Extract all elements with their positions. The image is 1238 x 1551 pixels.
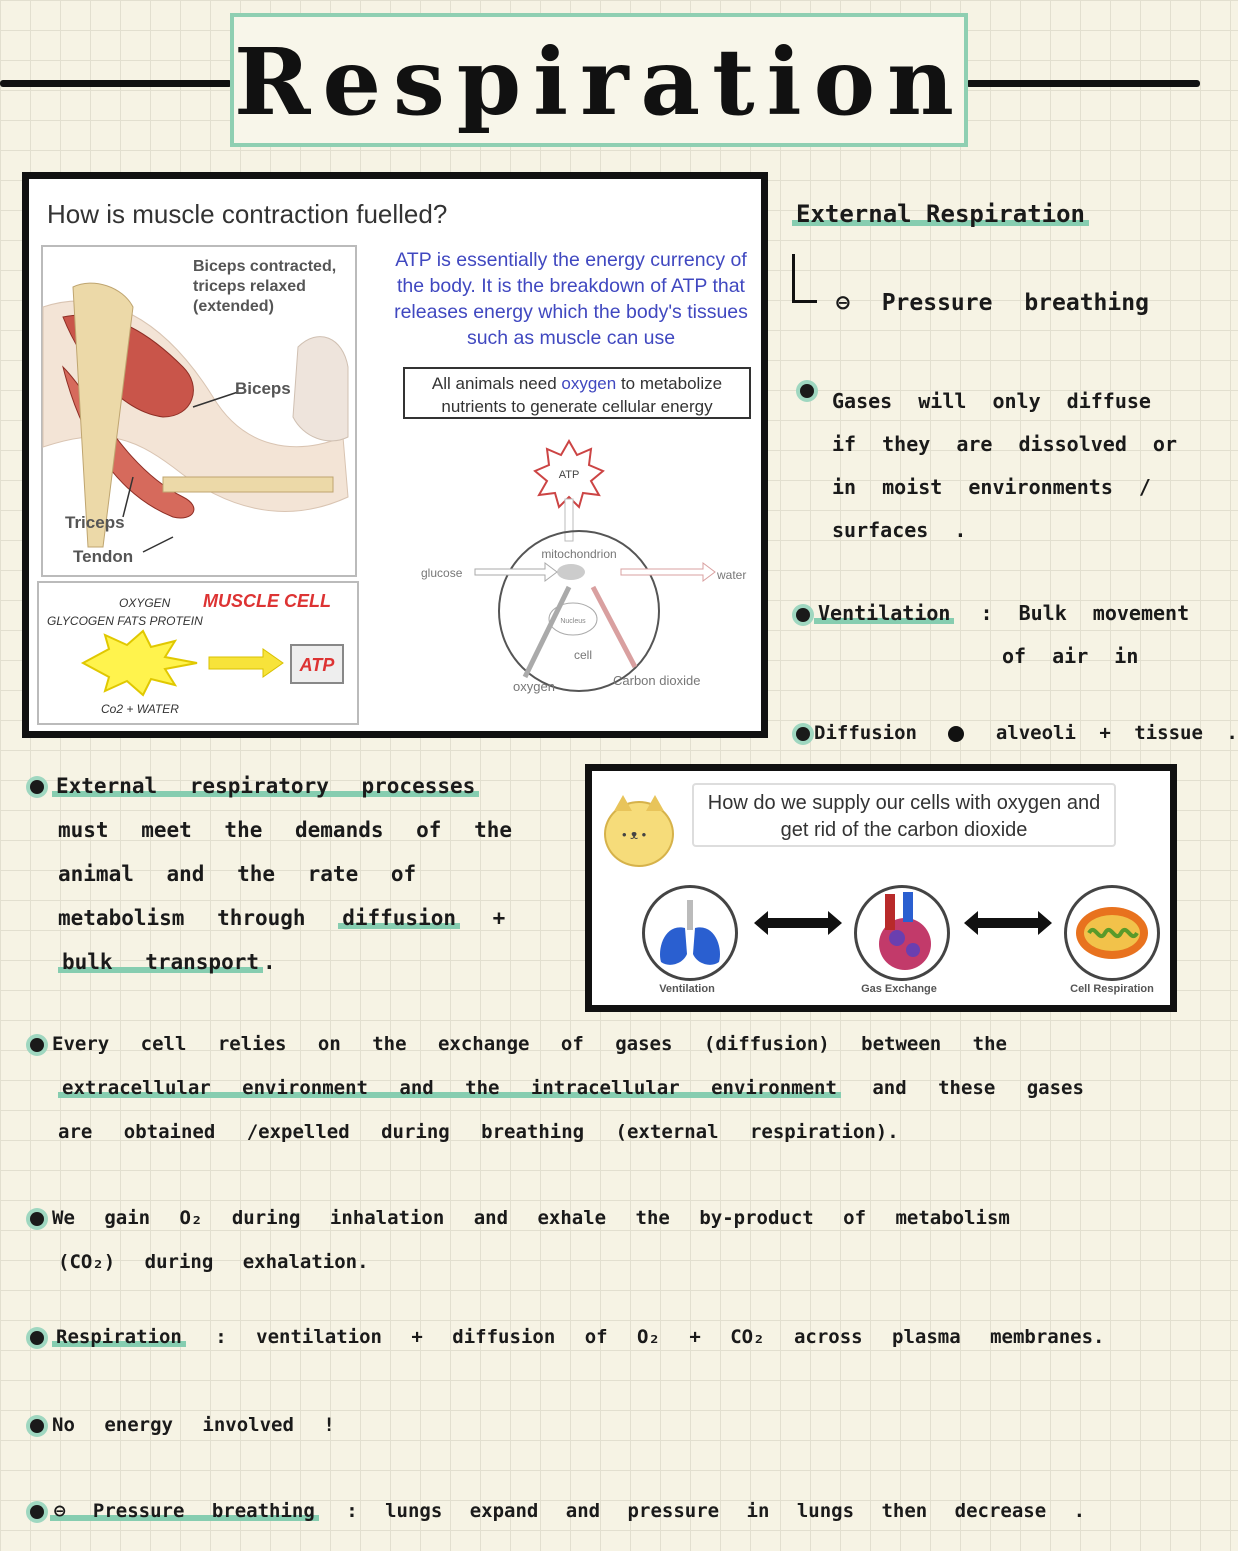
atp-description: ATP is essentially the energy currency of the body. It is the breakdown of ATP that releases energy which the body's tissues such as muscle can use (394, 249, 748, 349)
gas-exchange-icon (854, 885, 950, 981)
oxygen-label: oxygen (513, 679, 555, 694)
oxygen-highlight: oxygen (561, 374, 617, 393)
ventilation-note (796, 592, 1189, 678)
processes-plus: + (460, 906, 506, 930)
mitochondrion (557, 564, 585, 580)
gases-bullet (800, 380, 828, 399)
cat-icon (604, 801, 674, 867)
arm-caption-line: triceps relaxed (193, 278, 306, 295)
gas-supply-figure (585, 764, 1177, 1012)
arm-caption-line: (extended) (193, 298, 274, 315)
bulk-transport-highlight: bulk transport (58, 950, 263, 974)
arm-caption (193, 257, 336, 317)
cat-ear-icon (614, 795, 632, 811)
diffusion-highlight: diffusion (338, 906, 460, 930)
tendon-label: Tendon (73, 547, 134, 566)
every-line2-rest: and these gases (840, 1077, 1084, 1099)
bullet-dot (30, 1038, 44, 1052)
atp-star-label: ATP (558, 469, 580, 481)
gases-line: if they are dissolved or (832, 432, 1177, 456)
muscle-atp-label: ATP (299, 655, 335, 675)
arm-illustration (41, 245, 357, 577)
page-title: Respiration (234, 28, 966, 136)
nucleus-label: Nucleus (560, 618, 586, 625)
diffusion-note (796, 722, 1238, 744)
gases-line: surfaces . (832, 518, 967, 542)
pressure-rest: : lungs expand and pressure in lungs then decrease . (318, 1500, 1086, 1522)
bullet-dot (30, 1505, 44, 1519)
muscle-contraction-figure (22, 172, 768, 738)
animals-text-end: to metabolize nutrients to generate cellular energy (441, 374, 723, 416)
gases-line: in moist environments / (832, 475, 1151, 499)
ventilation-rest: : Bulk movement (980, 601, 1190, 625)
gain-line: We gain O₂ during inhalation and exhale the by-product of metabolism (52, 1207, 1010, 1229)
gain-line2: (CO₂) during exhalation. (58, 1251, 369, 1273)
every-line: Every cell relies on the exchange of gases (diffusion) between the (52, 1033, 1007, 1055)
cat-face-icon: • ᴥ • (622, 827, 647, 842)
no-energy-text: No energy involved ! (52, 1414, 335, 1436)
ventilation-icon (642, 885, 738, 981)
cell-respiration-icon (1064, 885, 1160, 981)
gain-note (30, 1196, 1010, 1284)
energy-burst (83, 631, 197, 695)
cat-ear-icon (646, 795, 664, 811)
arm-caption-line: Biceps contracted, (193, 258, 337, 275)
mitochondrion-label: mitochondrion (541, 547, 617, 561)
lungs-icon (645, 888, 735, 978)
muscle-cell-panel (37, 581, 359, 725)
ventilation-term: Ventilation (814, 601, 954, 625)
processes-line: animal and the rate of (58, 862, 417, 886)
water-arrow (621, 563, 715, 581)
no-energy-note (30, 1414, 335, 1436)
processes-end: . (263, 950, 276, 974)
title-rule-left (0, 80, 232, 87)
ventilation-line2: of air in (1002, 644, 1139, 668)
muscle-inputs-label: GLYCOGEN FATS PROTEIN (47, 614, 203, 628)
bullet-dot (30, 1419, 44, 1433)
external-processes-note (30, 764, 512, 984)
bullet-dot (800, 384, 814, 398)
double-arrow-icon (964, 909, 1052, 937)
bullet-dot (796, 727, 810, 741)
mitochondria-icon (1067, 888, 1157, 978)
title-box (230, 13, 968, 147)
cell-diagram (385, 441, 763, 701)
processes-line3: metabolism through (58, 906, 339, 930)
external-respiration-heading-text: External Respiration (792, 200, 1089, 228)
figure-question: How is muscle contraction fuelled? (47, 199, 448, 229)
triceps-label: Triceps (65, 513, 125, 532)
bullet-dot (796, 608, 810, 622)
speech-bubble: How do we supply our cells with oxygen and get rid of the carbon dioxide (692, 783, 1116, 847)
cell-respiration-label: Cell Respiration (1070, 983, 1154, 995)
glucose-label: glucose (421, 566, 463, 580)
atp-yield-arrow (209, 649, 283, 677)
gas-exchange-label: Gas Exchange (861, 983, 937, 995)
alveoli-icon (857, 888, 947, 978)
animals-text: All animals need (431, 374, 562, 393)
respiration-rest: : ventilation + diffusion of O₂ + CO₂ across plasma membranes. (185, 1326, 1105, 1348)
bullet-dot (30, 780, 44, 794)
bullet-dot (30, 1331, 44, 1345)
processes-line: must meet the demands of the (58, 818, 513, 842)
co2-arrow (593, 587, 635, 667)
ventilation-label: Ventilation (659, 983, 715, 995)
muscle-cell-title: MUSCLE CELL (203, 591, 331, 611)
cell-label: cell (573, 648, 593, 662)
environment-highlight: extracellular environment and the intracellular environment (58, 1077, 841, 1099)
external-processes-term: External respiratory processes (52, 774, 479, 798)
biceps-label: Biceps (235, 379, 291, 398)
atp-arrow (565, 499, 573, 541)
sub-arrow (792, 254, 817, 303)
respiration-term: Respiration (52, 1326, 186, 1348)
diffusion-term: Diffusion (814, 722, 917, 744)
bullet-dot (30, 1212, 44, 1226)
muscle-oxygen-label: OXYGEN (119, 596, 171, 610)
title-rule-right (966, 80, 1200, 87)
carbon-dioxide-label: Carbon dioxide (613, 673, 701, 688)
double-arrow-icon (754, 909, 842, 937)
animals-box (403, 367, 751, 419)
pressure-breathing-sub: ⊖ Pressure breathing (836, 290, 1149, 316)
pressure-note (30, 1500, 1085, 1522)
glucose-arrow (475, 563, 557, 581)
at-icon (948, 726, 964, 742)
exchange-note (30, 1022, 1084, 1154)
pressure-term: ⊖ Pressure breathing (50, 1500, 319, 1522)
external-respiration-heading (792, 200, 1089, 228)
gases-line: Gases will only diffuse (832, 389, 1151, 413)
diffusion-rest: alveoli + tissue . (995, 722, 1238, 744)
muscle-outputs-label: Co2 + WATER (101, 702, 179, 716)
every-line3: are obtained /expelled during breathing (external respiration). (58, 1121, 899, 1143)
gases-note (832, 380, 1177, 552)
water-label: water (717, 568, 747, 582)
respiration-note (30, 1326, 1105, 1348)
